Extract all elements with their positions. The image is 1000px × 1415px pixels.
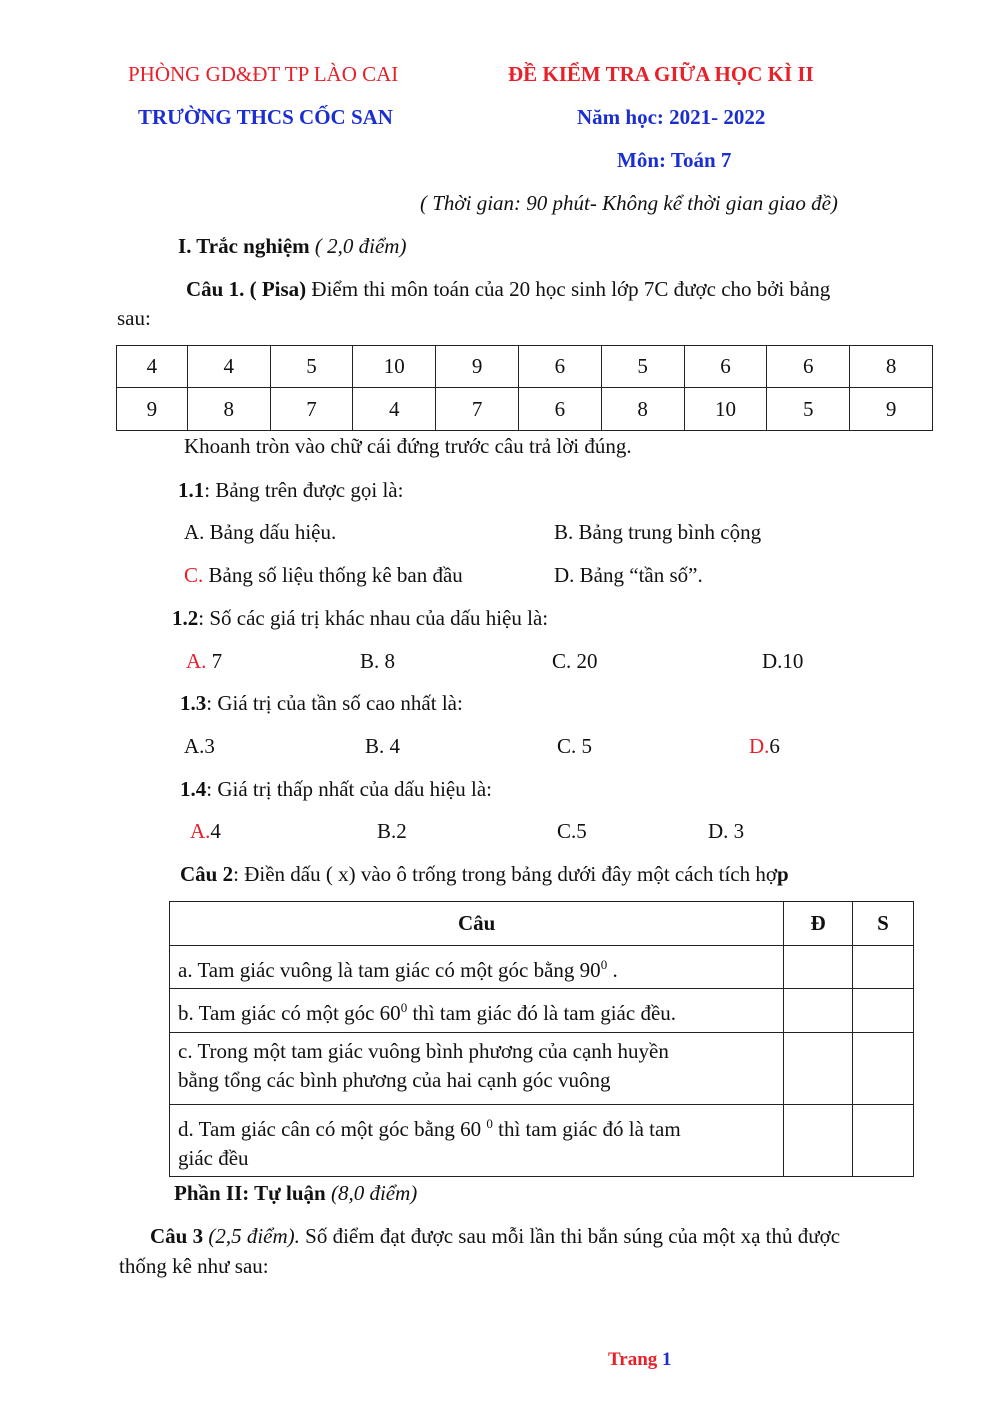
tf-header-statement: Câu <box>170 902 784 946</box>
subject: Môn: Toán 7 <box>617 148 732 172</box>
option-letter: A. <box>184 520 205 544</box>
page-number: 1 <box>662 1349 672 1370</box>
degree-sup: 0 <box>600 957 608 972</box>
tf-false-cell[interactable] <box>852 946 913 989</box>
q1-1-option-d <box>554 563 703 588</box>
tf-header-false: S <box>852 902 913 946</box>
option-text: Bảng dấu hiệu. <box>204 520 337 544</box>
q1-4-option-c <box>557 819 587 844</box>
q3-points: (2,5 điểm). <box>203 1224 300 1248</box>
score-cell: 4 <box>117 346 188 388</box>
q1-label: Câu 1. ( Pisa) <box>186 277 307 301</box>
score-cell: 10 <box>684 388 767 431</box>
option-text: 2 <box>396 819 407 843</box>
part1-points: ( 2,0 điểm) <box>309 234 407 258</box>
tf-statement <box>170 1033 784 1105</box>
q1-2-text: : Số các giá trị khác nhau của dấu hiệu là: <box>198 606 549 630</box>
option-letter: D. <box>708 819 729 843</box>
score-cell: 7 <box>270 388 353 431</box>
statement-text: b. Tam giác có một góc 60 <box>178 1001 401 1025</box>
tf-true-cell[interactable] <box>784 946 852 989</box>
score-cell: 8 <box>850 346 933 388</box>
q1-2-option-d <box>762 649 803 674</box>
score-cell: 6 <box>518 388 601 431</box>
score-cell: 9 <box>117 388 188 431</box>
score-cell: 4 <box>187 346 270 388</box>
option-letter-correct: D. <box>749 734 770 758</box>
part2-title: Phần II: Tự luận <box>174 1181 326 1205</box>
option-letter-correct: A. <box>186 649 207 673</box>
q1-4-number: 1.4 <box>180 777 207 801</box>
school-name: TRƯỜNG THCS CỐC SAN <box>138 105 393 129</box>
q3-text: Số điểm đạt được sau mỗi lần thi bắn súng của một xạ thủ được <box>299 1224 841 1248</box>
statement-text: giác đều <box>178 1146 249 1170</box>
statement-text: a. Tam giác vuông là tam giác có một góc bằng 90 <box>178 958 601 982</box>
q1-2-number: 1.2 <box>172 606 199 630</box>
q1-line <box>186 277 830 302</box>
option-text: 4 <box>210 819 221 843</box>
score-cell: 4 <box>353 388 436 431</box>
option-letter-correct: A. <box>190 819 211 843</box>
q3-line <box>150 1224 840 1249</box>
score-cell: 5 <box>601 346 684 388</box>
tf-true-cell[interactable] <box>784 989 852 1033</box>
option-text: 7 <box>206 649 223 673</box>
option-letter-correct: C. <box>184 563 204 587</box>
q1-text: Điểm thi môn toán của 20 học sinh lớp 7C được cho bởi bảng <box>306 277 831 301</box>
q1-3-text: : Giá trị của tần số cao nhất là: <box>206 691 463 715</box>
q1-1-option-c <box>184 563 463 588</box>
q2-text: : Điền dấu ( x) vào ô trống trong bảng dưới đây một cách tích hợ <box>233 862 777 886</box>
tf-statement <box>170 946 784 989</box>
q1-1-stem <box>178 478 403 503</box>
statement-line <box>178 1109 775 1144</box>
option-text: 6 <box>769 734 780 758</box>
score-cell: 6 <box>684 346 767 388</box>
true-false-table <box>169 901 914 1177</box>
score-cell: 7 <box>436 388 519 431</box>
score-cell: 5 <box>767 388 850 431</box>
school-year: Năm học: 2021- 2022 <box>577 105 766 129</box>
part1-title: . Trắc nghiệm <box>186 234 310 258</box>
score-cell: 8 <box>601 388 684 431</box>
statement-text: c. Trong một tam giác vuông bình phương của cạnh huyền <box>178 1039 669 1063</box>
option-letter: C. <box>552 649 572 673</box>
time-note: ( Thời gian: 90 phút- Không kể thời gian giao đề) <box>420 191 838 215</box>
tf-false-cell[interactable] <box>852 989 913 1033</box>
q1-4-option-b <box>377 819 407 844</box>
tf-row <box>170 989 914 1033</box>
q3-label: Câu 3 <box>150 1224 204 1248</box>
q1-3-option-b <box>365 734 400 759</box>
score-table <box>116 345 933 431</box>
statement-text: . <box>607 958 618 982</box>
q1-instruction: Khoanh tròn vào chữ cái đứng trước câu trả lời đúng. <box>184 434 632 458</box>
option-letter: B. <box>377 819 397 843</box>
option-text: 5 <box>576 734 593 758</box>
q1-text-cont: sau: <box>117 306 151 330</box>
option-letter: C. <box>557 819 577 843</box>
degree-sup: 0 <box>486 1116 493 1131</box>
statement-text: thì tam giác đó là tam giác đều. <box>407 1001 677 1025</box>
tf-false-cell[interactable] <box>852 1105 913 1177</box>
q2-line <box>180 862 789 887</box>
q1-3-option-c <box>557 734 592 759</box>
score-cell: 5 <box>270 346 353 388</box>
option-text: Bảng số liệu thống kê ban đầu <box>203 563 463 587</box>
tf-true-cell[interactable] <box>784 1033 852 1105</box>
degree-sup: 0 <box>400 1000 408 1015</box>
page-footer <box>608 1349 672 1371</box>
statement-text: bằng tổng các bình phương của hai cạnh góc vuông <box>178 1068 611 1092</box>
department-name: PHÒNG GD&ĐT TP LÀO CAI <box>128 62 399 86</box>
page-word: Trang <box>608 1349 658 1370</box>
statement-text: d. Tam giác cân có một góc bằng 60 <box>178 1117 487 1141</box>
tf-statement <box>170 989 784 1033</box>
option-letter: B. <box>360 649 380 673</box>
tf-header-true: Đ <box>784 902 852 946</box>
q1-1-option-a <box>184 520 336 545</box>
option-letter: A. <box>184 734 205 758</box>
score-cell: 9 <box>850 388 933 431</box>
q1-4-option-a <box>190 819 221 844</box>
score-cell: 8 <box>187 388 270 431</box>
q1-2-option-a <box>186 649 222 674</box>
q1-4-text: : Giá trị thấp nhất của dấu hiệu là: <box>206 777 492 801</box>
q1-1-number: 1.1 <box>178 478 205 502</box>
tf-statement <box>170 1105 784 1177</box>
option-letter: B. <box>365 734 385 758</box>
score-cell: 9 <box>436 346 519 388</box>
option-text: 8 <box>379 649 396 673</box>
q3-text-cont: thống kê như sau: <box>119 1254 269 1278</box>
q1-1-text: : Bảng trên được gọi là: <box>204 478 404 502</box>
tf-false-cell[interactable] <box>852 1033 913 1105</box>
option-letter: C. <box>557 734 577 758</box>
part2-heading <box>174 1181 417 1206</box>
option-text: 3 <box>204 734 215 758</box>
part1-heading <box>178 234 406 259</box>
option-text: Bảng trung bình cộng <box>573 520 762 544</box>
q2-label: Câu 2 <box>180 862 234 886</box>
score-cell: 6 <box>518 346 601 388</box>
option-text: 20 <box>571 649 598 673</box>
statement-text: thì tam giác đó là tam <box>492 1117 681 1141</box>
part1-roman: I <box>178 234 187 258</box>
score-row-2 <box>117 388 933 431</box>
q1-4-stem <box>180 777 492 802</box>
option-letter: B. <box>554 520 574 544</box>
score-cell: 10 <box>353 346 436 388</box>
q1-3-stem <box>180 691 463 716</box>
option-letter: D. <box>554 563 575 587</box>
score-row-1 <box>117 346 933 388</box>
q1-2-option-b <box>360 649 395 674</box>
part2-points: (8,0 điểm) <box>325 1181 418 1205</box>
q1-3-option-d <box>749 734 780 759</box>
tf-row <box>170 1105 914 1177</box>
tf-true-cell[interactable] <box>784 1105 852 1177</box>
q1-2-option-c <box>552 649 598 674</box>
tf-row <box>170 1033 914 1105</box>
option-text: 4 <box>384 734 401 758</box>
q1-4-option-d <box>708 819 744 844</box>
exam-title: ĐỀ KIỂM TRA GIỮA HỌC KÌ II <box>508 62 814 86</box>
option-text: Bảng “tần số”. <box>574 563 703 587</box>
option-text: 3 <box>728 819 745 843</box>
q2-text-end: p <box>777 862 789 886</box>
q1-2-stem <box>172 606 548 631</box>
tf-header-row <box>170 902 914 946</box>
option-letter: D. <box>762 649 783 673</box>
q1-3-number: 1.3 <box>180 691 207 715</box>
score-cell: 6 <box>767 346 850 388</box>
tf-row <box>170 946 914 989</box>
q1-3-option-a <box>184 734 215 759</box>
option-text: 10 <box>782 649 804 673</box>
option-text: 5 <box>576 819 587 843</box>
q1-1-option-b <box>554 520 761 545</box>
